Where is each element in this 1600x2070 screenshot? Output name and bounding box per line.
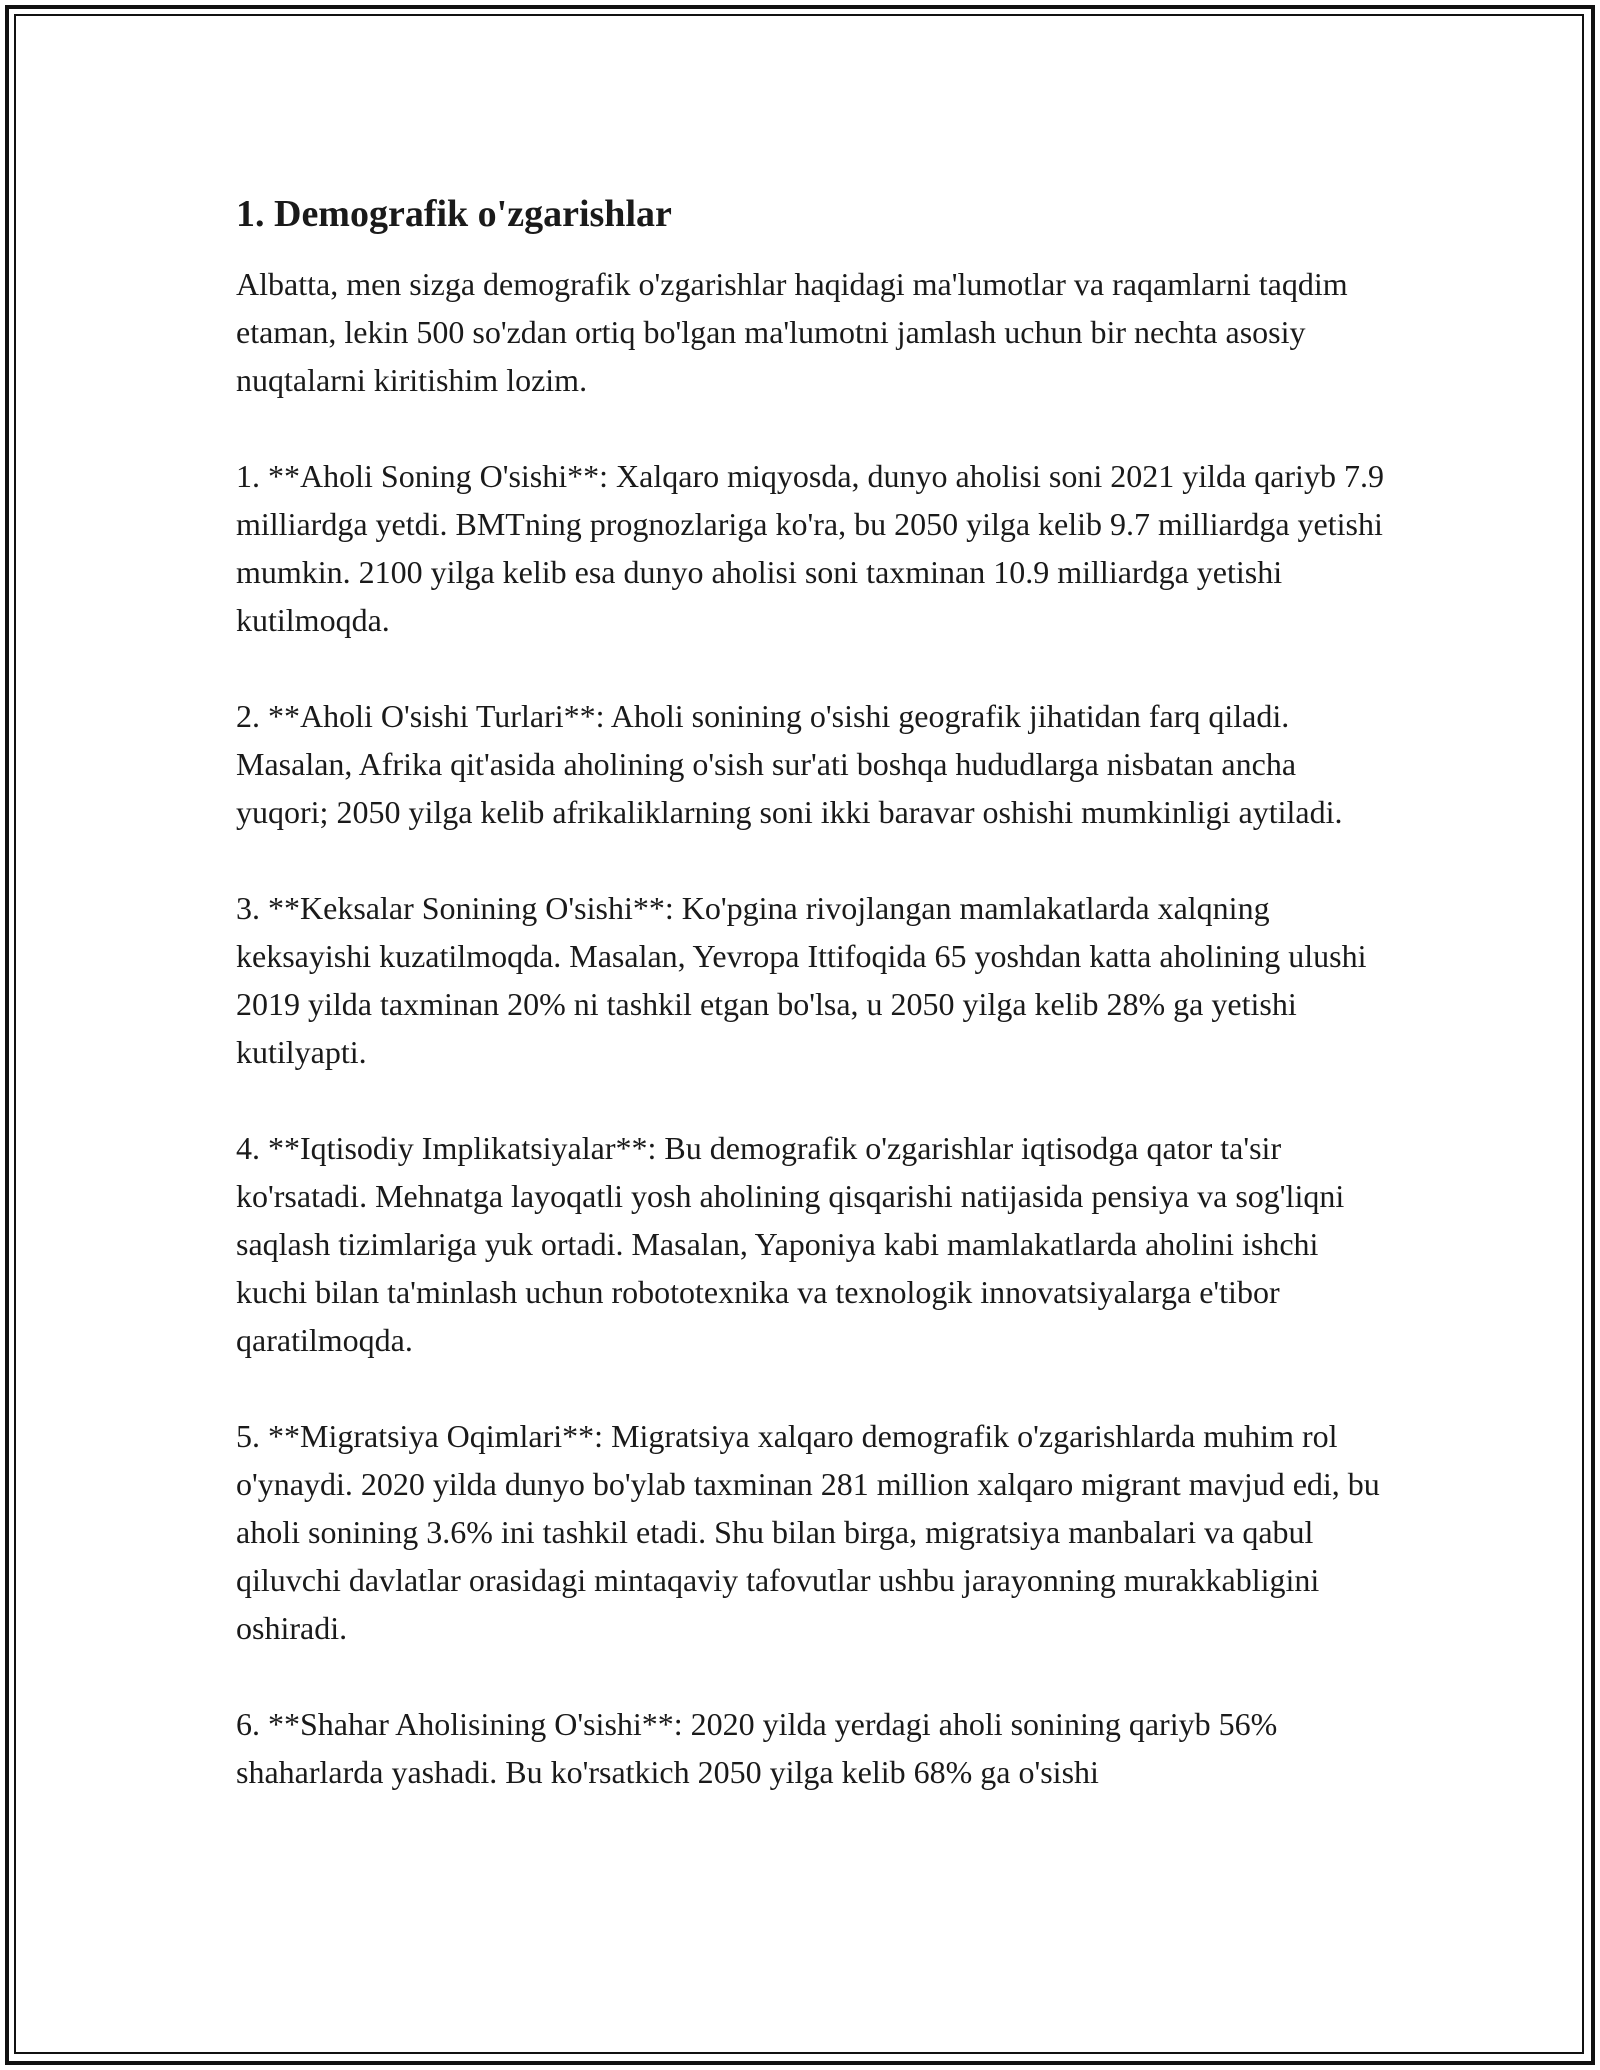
paragraph-economic-implications: 4. **Iqtisodiy Implikatsiyalar**: Bu demografik o'zgarishlar iqtisodga qator ta'sir ko'rsatadi. Mehnatga layoqatli yosh aholining qisqarishi natijasida pensiya va sog'liqni saqlash tizimlariga yuk ortadi. Masalan, Yaponiya kabi mamlakatlarda aholini ishchi kuchi bilan ta'minlash uchun robototexnika va texnologik innovatsiyalarga e'tibor qaratilmoqda. xyxy=(236,1130,1345,1358)
paragraph-growth-types: 2. **Aholi O'sishi Turlari**: Aholi sonining o'sishi geografik jihatidan farq qiladi. Masalan, Afrika qit'asida aholining o'sish sur'ati boshqa hududlarga nisbatan ancha yuqori; 2050 yilga kelib afrikaliklarning soni ikki baravar oshishi mumkinligi aytiladi. xyxy=(236,698,1343,830)
paragraph-urban-growth: 6. **Shahar Aholisining O'sishi**: 2020 yilda yerdagi aholi sonining qariyb 56% shaharlarda yashadi. Bu ko'rsatkich 2050 yilga kelib 68% ga o'sishi xyxy=(236,1706,1278,1790)
paragraph-elderly-growth: 3. **Keksalar Sonining O'sishi**: Ko'pgina rivojlangan mamlakatlarda xalqning keksayishi kuzatilmoqda. Masalan, Yevropa Ittifoqida 65 yoshdan katta aholining ulushi 2019 yilda taxminan 20% ni tashkil etgan bo'lsa, u 2050 yilga kelib 28% ga yetishi kutilyapti. xyxy=(236,890,1367,1070)
document-body xyxy=(236,190,1386,1796)
paragraph-migration-flows: 5. **Migratsiya Oqimlari**: Migratsiya xalqaro demografik o'zgarishlarda muhim rol o'ynaydi. 2020 yilda dunyo bo'ylab taxminan 281 million xalqaro migrant mavjud edi, bu aholi sonining 3.6% ini tashkil etadi. Shu bilan birga, migratsiya manbalari va qabul qiluvchi davlatlar orasidagi mintaqaviy tafovutlar ushbu jarayonning murakkabligini oshiradi. xyxy=(236,1418,1380,1646)
intro-paragraph: Albatta, men sizga demografik o'zgarishlar haqidagi ma'lumotlar va raqamlarni taqdim etaman, lekin 500 so'zdan ortiq bo'lgan ma'lumotni jamlash uchun bir nechta asosiy nuqtalarni kiritishim lozim. xyxy=(236,266,1348,398)
section-heading: 1. Demografik o'zgarishlar xyxy=(236,193,672,235)
paragraph-population-growth: 1. **Aholi Soning O'sishi**: Xalqaro miqyosda, dunyo aholisi soni 2021 yilda qariyb 7.9 milliardga yetdi. BMTning prognozlariga ko'ra, bu 2050 yilga kelib 9.7 milliardga yetishi mumkin. 2100 yilga kelib esa dunyo aholisi soni taxminan 10.9 milliardga yetishi kutilmoqda. xyxy=(236,458,1384,638)
